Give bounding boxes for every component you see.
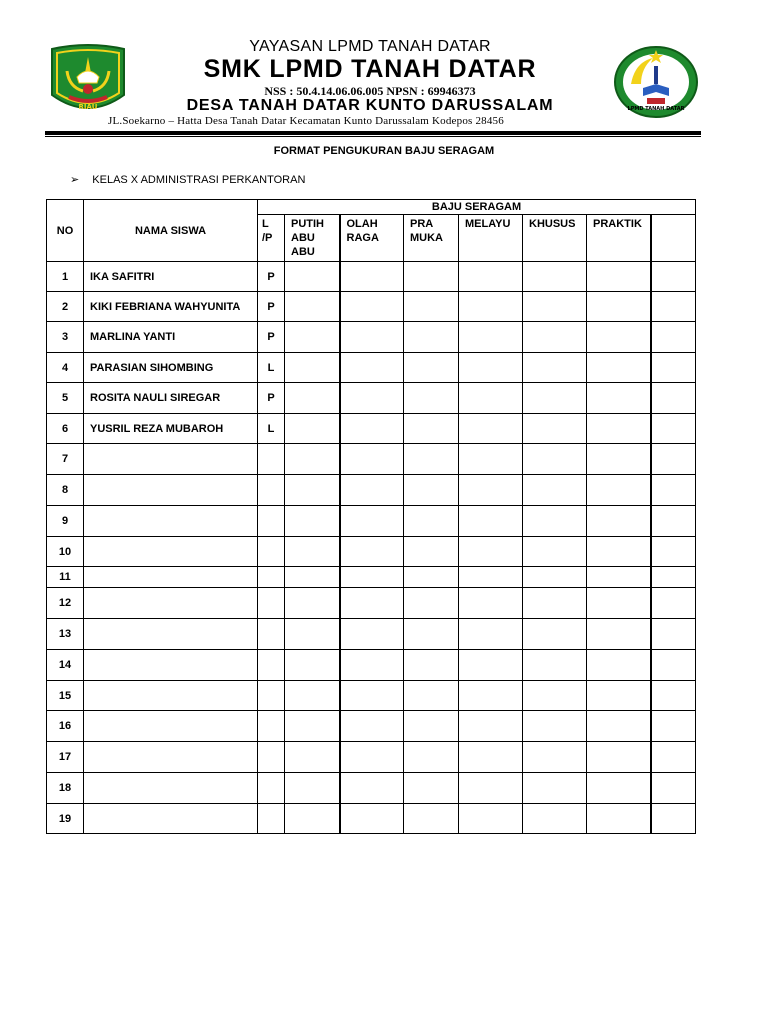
student-gender <box>258 475 285 506</box>
cell-blank <box>651 537 696 567</box>
cell-putih-abu-abu <box>285 383 340 414</box>
row-number: 14 <box>47 650 84 681</box>
cell-blank <box>651 567 696 588</box>
cell-khusus <box>523 414 587 444</box>
cell-melayu <box>459 804 523 834</box>
riau-emblem-icon <box>47 43 129 117</box>
row-number: 19 <box>47 804 84 834</box>
student-name <box>84 773 258 804</box>
cell-pramuka <box>404 353 459 383</box>
student-name: PARASIAN SIHOMBING <box>84 353 258 383</box>
cell-khusus <box>523 353 587 383</box>
cell-khusus <box>523 742 587 773</box>
cell-putih-abu-abu <box>285 537 340 567</box>
cell-blank <box>651 742 696 773</box>
cell-pramuka <box>404 773 459 804</box>
cell-putih-abu-abu <box>285 414 340 444</box>
header-olah-raga: OLAH RAGA <box>340 215 404 262</box>
cell-blank <box>651 650 696 681</box>
student-gender: P <box>258 322 285 353</box>
cell-khusus <box>523 650 587 681</box>
arrow-bullet-icon: ➢ <box>70 174 80 186</box>
student-name: IKA SAFITRI <box>84 262 258 292</box>
cell-khusus <box>523 444 587 475</box>
cell-olah-raga <box>340 383 404 414</box>
student-name: KIKI FEBRIANA WAHYUNITA <box>84 292 258 322</box>
document-title: FORMAT PENGUKURAN BAJU SERAGAM <box>273 145 495 157</box>
cell-olah-raga <box>340 322 404 353</box>
row-number: 10 <box>47 537 84 567</box>
student-name <box>84 742 258 773</box>
cell-olah-raga <box>340 414 404 444</box>
student-name <box>84 506 258 537</box>
cell-khusus <box>523 475 587 506</box>
table-row <box>47 537 696 567</box>
cell-pramuka <box>404 804 459 834</box>
header-divider-thick <box>45 131 701 135</box>
cell-pramuka <box>404 588 459 619</box>
cell-olah-raga <box>340 262 404 292</box>
village-name: DESA TANAH DATAR KUNTO DARUSSALAM <box>186 97 554 114</box>
cell-blank <box>651 588 696 619</box>
cell-blank <box>651 804 696 834</box>
cell-pramuka <box>404 292 459 322</box>
cell-khusus <box>523 506 587 537</box>
header-praktik: PRAKTIK <box>587 215 651 262</box>
cell-pramuka <box>404 506 459 537</box>
cell-olah-raga <box>340 537 404 567</box>
cell-melayu <box>459 475 523 506</box>
student-name <box>84 537 258 567</box>
cell-melayu <box>459 262 523 292</box>
table-row <box>47 292 696 322</box>
school-ids: NSS : 50.4.14.06.06.005 NPSN : 69946373 <box>264 84 476 98</box>
student-name <box>84 619 258 650</box>
row-number: 8 <box>47 475 84 506</box>
table-row <box>47 475 696 506</box>
cell-melayu <box>459 444 523 475</box>
cell-olah-raga <box>340 444 404 475</box>
student-gender <box>258 619 285 650</box>
cell-melayu <box>459 773 523 804</box>
student-name: YUSRIL REZA MUBAROH <box>84 414 258 444</box>
student-gender <box>258 773 285 804</box>
student-gender <box>258 711 285 742</box>
student-gender: L <box>258 414 285 444</box>
row-number: 17 <box>47 742 84 773</box>
cell-blank <box>651 383 696 414</box>
cell-melayu <box>459 681 523 711</box>
right-logo-text: LPMD TANAH DATAR <box>627 106 685 112</box>
table-row <box>47 773 696 804</box>
cell-khusus <box>523 588 587 619</box>
cell-blank <box>651 711 696 742</box>
header-student-name: NAMA SISWA <box>84 200 258 262</box>
table-row <box>47 619 696 650</box>
cell-praktik <box>587 711 651 742</box>
cell-melayu <box>459 711 523 742</box>
row-number: 4 <box>47 353 84 383</box>
cell-olah-raga <box>340 681 404 711</box>
cell-blank <box>651 619 696 650</box>
cell-putih-abu-abu <box>285 742 340 773</box>
row-number: 6 <box>47 414 84 444</box>
header-gender: L /P <box>258 215 285 262</box>
cell-melayu <box>459 292 523 322</box>
row-number: 9 <box>47 506 84 537</box>
cell-olah-raga <box>340 711 404 742</box>
cell-blank <box>651 322 696 353</box>
student-gender <box>258 650 285 681</box>
cell-putih-abu-abu <box>285 588 340 619</box>
cell-blank <box>651 444 696 475</box>
row-number: 3 <box>47 322 84 353</box>
cell-pramuka <box>404 681 459 711</box>
cell-khusus <box>523 322 587 353</box>
cell-khusus <box>523 292 587 322</box>
cell-putih-abu-abu <box>285 444 340 475</box>
school-name: SMK LPMD TANAH DATAR <box>203 55 537 83</box>
header-melayu: MELAYU <box>459 215 523 262</box>
cell-putih-abu-abu <box>285 292 340 322</box>
row-number: 15 <box>47 681 84 711</box>
cell-blank <box>651 475 696 506</box>
cell-praktik <box>587 537 651 567</box>
cell-olah-raga <box>340 567 404 588</box>
student-name <box>84 711 258 742</box>
student-gender <box>258 444 285 475</box>
cell-blank <box>651 353 696 383</box>
student-gender: P <box>258 292 285 322</box>
cell-praktik <box>587 475 651 506</box>
class-label-line <box>70 173 305 186</box>
cell-olah-raga <box>340 804 404 834</box>
cell-pramuka <box>404 383 459 414</box>
row-number: 1 <box>47 262 84 292</box>
cell-praktik <box>587 567 651 588</box>
cell-olah-raga <box>340 742 404 773</box>
cell-praktik <box>587 262 651 292</box>
cell-praktik <box>587 444 651 475</box>
cell-khusus <box>523 773 587 804</box>
cell-praktik <box>587 292 651 322</box>
cell-praktik <box>587 383 651 414</box>
cell-praktik <box>587 804 651 834</box>
cell-praktik <box>587 773 651 804</box>
student-gender <box>258 567 285 588</box>
table-row <box>47 567 696 588</box>
cell-putih-abu-abu <box>285 773 340 804</box>
table-row <box>47 383 696 414</box>
student-name <box>84 650 258 681</box>
cell-olah-raga <box>340 353 404 383</box>
uniform-measurement-table <box>46 199 696 834</box>
foundation-name: YAYASAN LPMD TANAH DATAR <box>249 38 491 55</box>
row-number: 11 <box>47 567 84 588</box>
student-gender <box>258 506 285 537</box>
cell-putih-abu-abu <box>285 804 340 834</box>
cell-melayu <box>459 353 523 383</box>
cell-khusus <box>523 804 587 834</box>
table-row <box>47 650 696 681</box>
cell-putih-abu-abu <box>285 650 340 681</box>
cell-pramuka <box>404 537 459 567</box>
cell-putih-abu-abu <box>285 619 340 650</box>
cell-praktik <box>587 681 651 711</box>
student-name <box>84 567 258 588</box>
cell-pramuka <box>404 262 459 292</box>
cell-melayu <box>459 537 523 567</box>
cell-blank <box>651 414 696 444</box>
cell-khusus <box>523 711 587 742</box>
cell-putih-abu-abu <box>285 711 340 742</box>
table-row <box>47 322 696 353</box>
header-blank <box>651 215 696 262</box>
cell-praktik <box>587 742 651 773</box>
cell-pramuka <box>404 619 459 650</box>
cell-olah-raga <box>340 475 404 506</box>
cell-melayu <box>459 322 523 353</box>
class-label: KELAS X ADMINISTRASI PERKANTORAN <box>92 174 306 186</box>
student-name <box>84 804 258 834</box>
cell-melayu <box>459 506 523 537</box>
table-row <box>47 414 696 444</box>
school-emblem-icon <box>613 44 699 118</box>
table-row <box>47 353 696 383</box>
header-no: NO <box>47 200 84 262</box>
cell-blank <box>651 292 696 322</box>
cell-olah-raga <box>340 506 404 537</box>
cell-putih-abu-abu <box>285 681 340 711</box>
student-gender <box>258 742 285 773</box>
cell-blank <box>651 681 696 711</box>
student-gender <box>258 804 285 834</box>
cell-praktik <box>587 414 651 444</box>
cell-praktik <box>587 650 651 681</box>
cell-olah-raga <box>340 650 404 681</box>
header-khusus: KHUSUS <box>523 215 587 262</box>
table-row <box>47 262 696 292</box>
header-putih-abu-abu: PUTIH ABU ABU <box>285 215 340 262</box>
cell-khusus <box>523 619 587 650</box>
student-gender: L <box>258 353 285 383</box>
cell-khusus <box>523 537 587 567</box>
table-row <box>47 711 696 742</box>
cell-praktik <box>587 588 651 619</box>
cell-melayu <box>459 742 523 773</box>
student-gender <box>258 537 285 567</box>
table-row <box>47 506 696 537</box>
cell-praktik <box>587 506 651 537</box>
cell-olah-raga <box>340 619 404 650</box>
cell-putih-abu-abu <box>285 353 340 383</box>
table-row <box>47 804 696 834</box>
cell-khusus <box>523 262 587 292</box>
row-number: 5 <box>47 383 84 414</box>
cell-pramuka <box>404 414 459 444</box>
cell-pramuka <box>404 567 459 588</box>
cell-blank <box>651 506 696 537</box>
student-name: MARLINA YANTI <box>84 322 258 353</box>
cell-praktik <box>587 353 651 383</box>
cell-khusus <box>523 383 587 414</box>
student-gender: P <box>258 383 285 414</box>
cell-pramuka <box>404 650 459 681</box>
student-gender <box>258 588 285 619</box>
school-address: JL.Soekarno – Hatta Desa Tanah Datar Kecamatan Kunto Darussalam Kodepos 28456 <box>108 115 504 127</box>
header-pramuka: PRA MUKA <box>404 215 459 262</box>
row-number: 12 <box>47 588 84 619</box>
student-gender: P <box>258 262 285 292</box>
student-name <box>84 681 258 711</box>
cell-pramuka <box>404 742 459 773</box>
cell-khusus <box>523 681 587 711</box>
row-number: 2 <box>47 292 84 322</box>
cell-melayu <box>459 414 523 444</box>
cell-blank <box>651 773 696 804</box>
cell-praktik <box>587 322 651 353</box>
table-row <box>47 444 696 475</box>
cell-putih-abu-abu <box>285 322 340 353</box>
table-row <box>47 742 696 773</box>
header-divider-thin <box>45 136 701 137</box>
cell-olah-raga <box>340 292 404 322</box>
cell-pramuka <box>404 444 459 475</box>
student-gender <box>258 681 285 711</box>
cell-pramuka <box>404 711 459 742</box>
cell-putih-abu-abu <box>285 567 340 588</box>
cell-melayu <box>459 619 523 650</box>
cell-putih-abu-abu <box>285 262 340 292</box>
student-name: ROSITA NAULI SIREGAR <box>84 383 258 414</box>
left-logo-text: RIAU <box>78 103 98 111</box>
cell-praktik <box>587 619 651 650</box>
row-number: 18 <box>47 773 84 804</box>
cell-pramuka <box>404 322 459 353</box>
header-uniform-group: BAJU SERAGAM <box>258 200 696 215</box>
cell-olah-raga <box>340 588 404 619</box>
cell-putih-abu-abu <box>285 475 340 506</box>
cell-melayu <box>459 650 523 681</box>
row-number: 13 <box>47 619 84 650</box>
cell-blank <box>651 262 696 292</box>
student-name <box>84 444 258 475</box>
cell-melayu <box>459 567 523 588</box>
cell-melayu <box>459 383 523 414</box>
cell-pramuka <box>404 475 459 506</box>
cell-khusus <box>523 567 587 588</box>
table-row <box>47 588 696 619</box>
cell-olah-raga <box>340 773 404 804</box>
cell-melayu <box>459 588 523 619</box>
cell-putih-abu-abu <box>285 506 340 537</box>
student-name <box>84 475 258 506</box>
row-number: 16 <box>47 711 84 742</box>
student-name <box>84 588 258 619</box>
row-number: 7 <box>47 444 84 475</box>
table-row <box>47 681 696 711</box>
